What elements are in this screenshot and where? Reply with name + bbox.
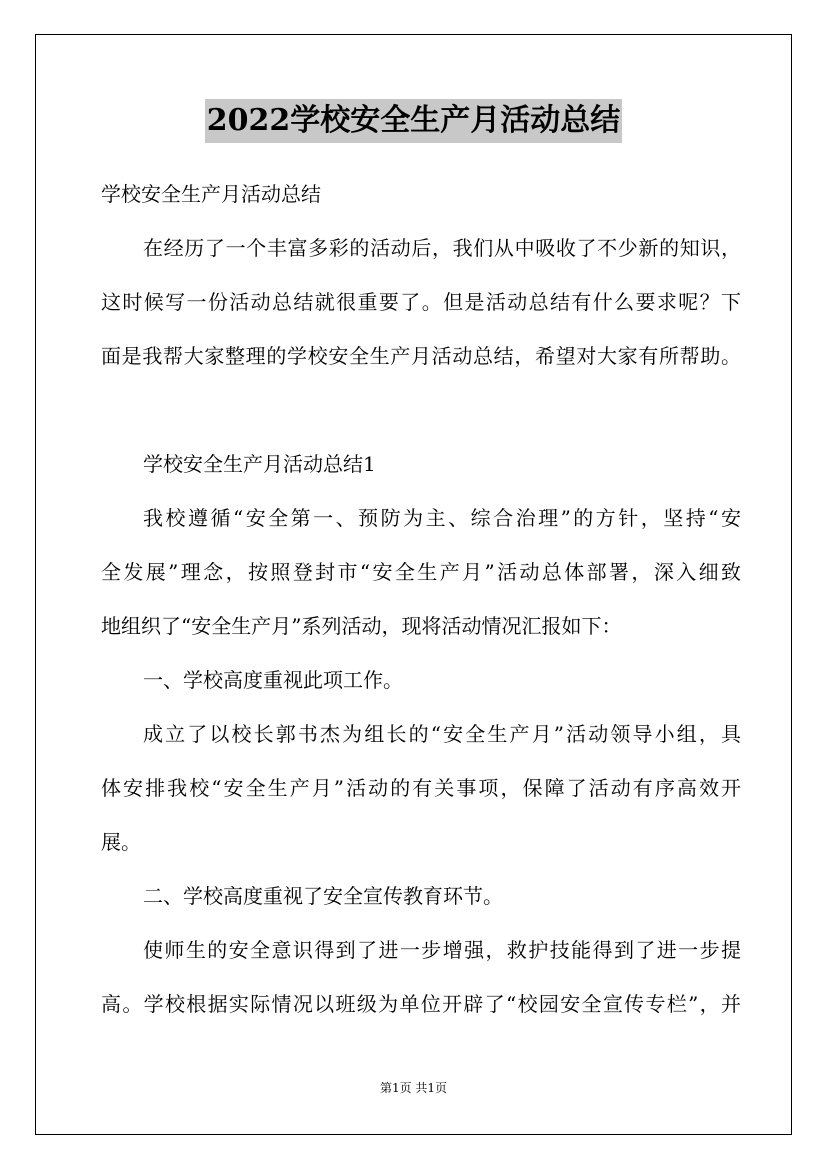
paragraph-line: 这时候写一份活动总结就很重要了。但是活动总结有什么要求呢？下 [101, 290, 741, 314]
paragraph-line: 成立了以校长郭书杰为组长的“安全生产月”活动领导小组，具 [143, 722, 741, 746]
paragraph-line: 地组织了“安全生产月”系列活动，现将活动情况汇报如下： [101, 614, 622, 638]
paragraph-line: 使师生的安全意识得到了进一步增强，救护技能得到了进一步提 [143, 938, 741, 962]
paragraph-line: 我校遵循“安全第一、预防为主、综合治理”的方针，坚持“安 [143, 506, 741, 530]
paragraph-line: 展。 [101, 830, 141, 854]
paragraph-line: 全发展”理念，按照登封市“安全生产月”活动总体部署，深入细致 [101, 560, 741, 584]
list-heading: 二、学校高度重视了安全宣传教育环节。 [143, 884, 503, 908]
paragraph-line: 体安排我校“安全生产月”活动的有关事项，保障了活动有序高效开 [101, 776, 741, 800]
paragraph-line: 面是我帮大家整理的学校安全生产月活动总结，希望对大家有所帮助。 [101, 344, 741, 368]
title-container [0, 99, 827, 143]
paragraph-line: 高。学校根据实际情况以班级为单位开辟了“校园安全宣传专栏”，并 [101, 992, 741, 1016]
section-heading: 学校安全生产月活动总结 [101, 182, 321, 206]
paragraph-line: 在经历了一个丰富多彩的活动后，我们从中吸收了不少新的知识， [143, 236, 741, 260]
page-number: 第1页 共1页 [379, 1081, 448, 1095]
list-heading: 一、学校高度重视此项工作。 [143, 668, 403, 692]
subsection-heading: 学校安全生产月活动总结1 [143, 452, 376, 476]
page-footer [0, 1080, 827, 1096]
document-title: 2022学校安全生产月活动总结 [205, 99, 623, 143]
